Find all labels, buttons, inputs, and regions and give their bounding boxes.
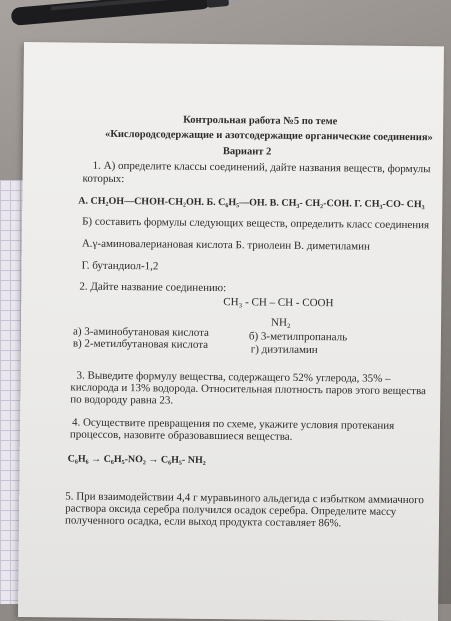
q2-option-c: в) 2-метилбутановая кислота	[72, 337, 209, 351]
doc-title: Контрольная работа №5 по теме	[183, 114, 338, 128]
q1-names-line2: Г. бутандиол-1,2	[81, 259, 159, 273]
paper-sheet	[18, 42, 444, 621]
q2-structure-sub: NH₂	[271, 316, 291, 329]
q2-structure-main: CH₃ - CH – CH - COOH	[223, 296, 334, 310]
q5-line2: раствора оксида серебра получился осадок серебра. Определите массу	[65, 502, 397, 518]
exam-document	[18, 42, 444, 621]
q5-line1: 5. При взаимодействии 4,4 г муравьиного альдегида с избытком аммиачного	[65, 490, 425, 507]
q4-line2: процессов, назовите образовавшиеся вещества.	[69, 428, 293, 443]
q1-formulas: А. CH₂OH—CHOH-CH₂OH. Б. C₆H₅—OH. В. CH₃- CH₂-COH. Г. CH₃-CO- CH₃	[78, 195, 425, 211]
q3-line2: кислорода и 13% водорода. Относительная плотность паров этого вещества	[70, 381, 427, 398]
q3-line1: 3. Выведите формулу вещества, содержащего 52% углерода, 35% –	[76, 369, 391, 385]
q2-option-b: б) 3-метилпропаналь	[248, 330, 348, 344]
doc-variant: Вариант 2	[222, 146, 272, 158]
q4-scheme: C₆H₆ → C₆H₅-NO₂ → C₆H₅- NH₂	[67, 453, 206, 466]
q2-option-a: а) 3-аминобутановая кислота	[72, 325, 210, 339]
q2-prompt: 2. Дайте название соединению:	[79, 280, 227, 295]
q5-line3: полученного осадка, если выход продукта составляет 86%.	[64, 514, 342, 530]
doc-topic: «Кислородсодержащие и азотсодержащие органические соединения»	[104, 128, 433, 144]
q2-option-d: г) диэтиламин	[250, 343, 318, 357]
q4-line1: 4. Осуществите превращения по схеме, укажите условия протекания	[71, 416, 395, 432]
q3-line3: по водороду равна 23.	[70, 393, 174, 407]
q1-task-a-line2: которых:	[82, 172, 125, 186]
q1-task-b: Б) составить формулы следующих веществ, определить класс соединения	[82, 215, 430, 232]
q1-names-line1: А.γ-аминовалериановая кислота Б. триолеин В. диметиламин	[81, 237, 370, 253]
q1-task-a-line1: 1. А) определите классы соединений, дайте названия веществ, формулы	[92, 159, 431, 176]
